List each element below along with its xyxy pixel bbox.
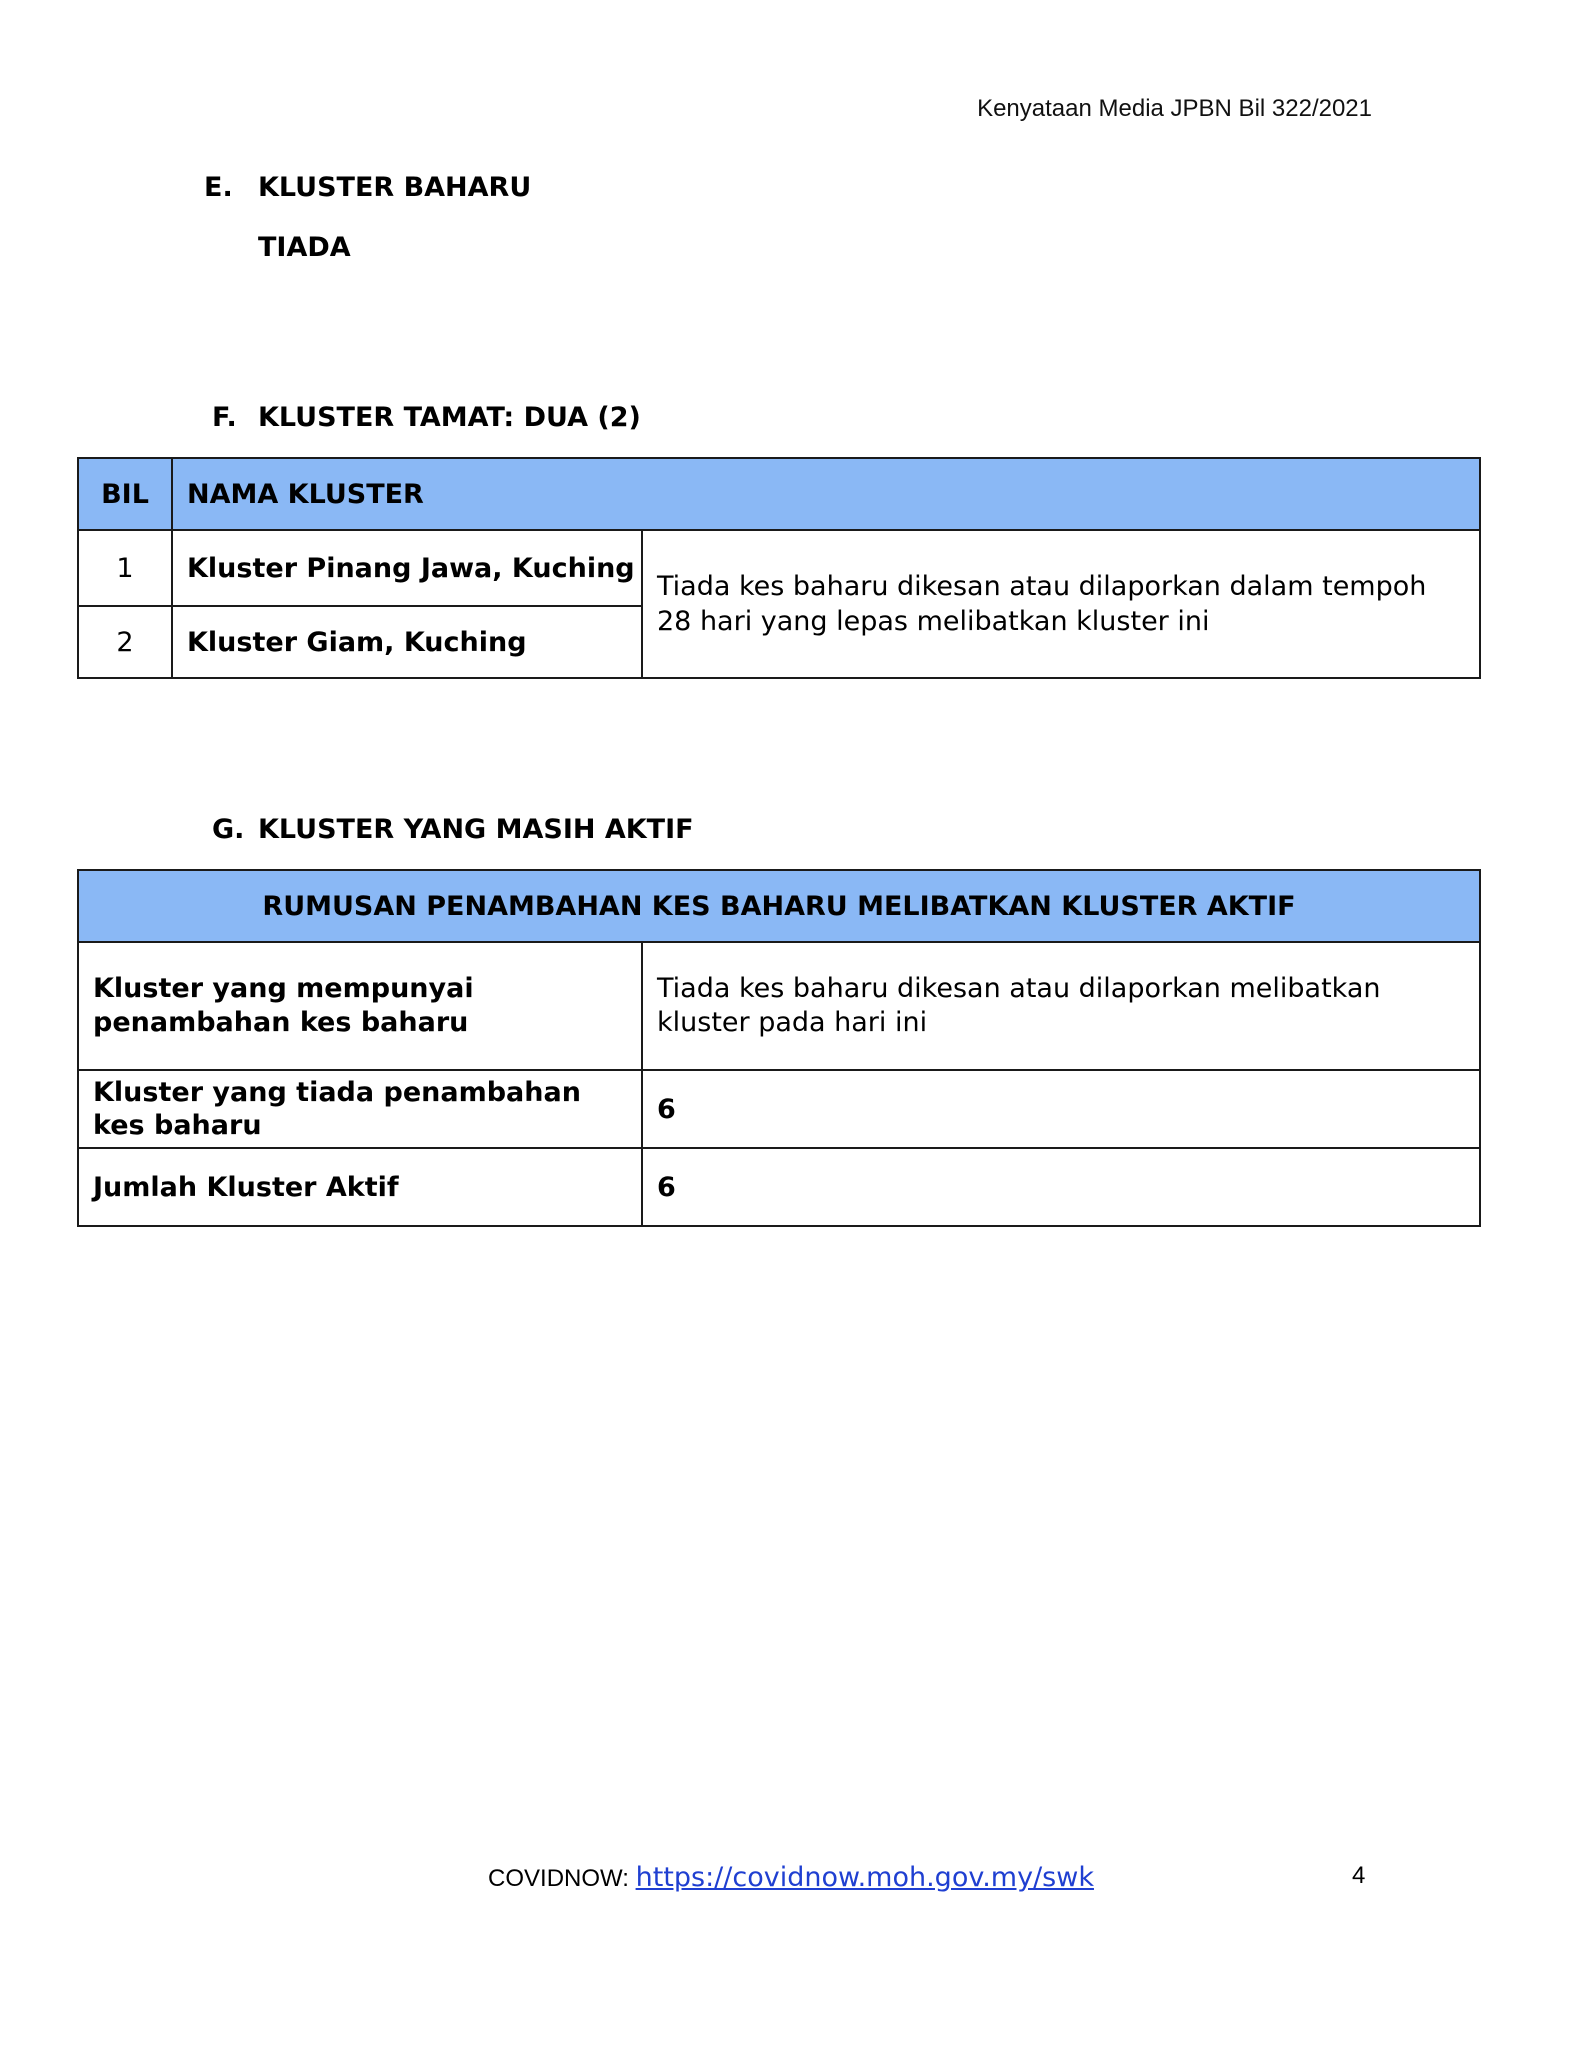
footer-prefix: COVIDNOW: bbox=[488, 1865, 636, 1892]
ended-clusters-table bbox=[77, 457, 1481, 679]
section-e-content: TIADA bbox=[258, 232, 351, 263]
section-g-letter: G. bbox=[212, 814, 245, 845]
summary-label: Jumlah Kluster Aktif bbox=[78, 1148, 642, 1226]
active-clusters-summary-table bbox=[77, 869, 1481, 1227]
table-row bbox=[78, 1148, 1480, 1226]
row-number: 2 bbox=[78, 606, 172, 678]
section-e-title: KLUSTER BAHARU bbox=[258, 172, 532, 203]
summary-value: 6 bbox=[642, 1148, 1480, 1226]
cluster-name: Kluster Giam, Kuching bbox=[172, 606, 642, 678]
section-g-heading bbox=[212, 814, 694, 845]
summary-value: 6 bbox=[642, 1070, 1480, 1148]
summary-table-heading: RUMUSAN PENAMBAHAN KES BAHARU MELIBATKAN KLUSTER AKTIF bbox=[78, 870, 1480, 942]
column-header-bil: BIL bbox=[78, 458, 172, 530]
page-number: 4 bbox=[1352, 1862, 1366, 1889]
summary-label: Kluster yang tiada penambahan kes baharu bbox=[78, 1070, 642, 1148]
column-header-nama-kluster: NAMA KLUSTER bbox=[172, 458, 1480, 530]
section-f-letter: F. bbox=[212, 402, 237, 433]
row-number: 1 bbox=[78, 530, 172, 606]
section-e-letter: E. bbox=[204, 172, 233, 203]
table-row bbox=[78, 530, 1480, 606]
table-row bbox=[78, 942, 1480, 1070]
cluster-name: Kluster Pinang Jawa, Kuching bbox=[172, 530, 642, 606]
table-row bbox=[78, 1070, 1480, 1148]
section-g-title: KLUSTER YANG MASIH AKTIF bbox=[258, 814, 694, 845]
ended-clusters-note: Tiada kes baharu dikesan atau dilaporkan dalam tempoh 28 hari yang lepas melibatkan kluster ini bbox=[642, 530, 1480, 678]
section-f-title: KLUSTER TAMAT: DUA (2) bbox=[258, 402, 641, 433]
section-f-heading bbox=[212, 402, 641, 433]
document-reference: Kenyataan Media JPBN Bil 322/2021 bbox=[977, 95, 1372, 122]
summary-label: Kluster yang mempunyai penambahan kes baharu bbox=[78, 942, 642, 1070]
covidnow-link[interactable]: https://covidnow.moh.gov.my/swk bbox=[635, 1862, 1094, 1893]
summary-value: Tiada kes baharu dikesan atau dilaporkan melibatkan kluster pada hari ini bbox=[642, 942, 1480, 1070]
footer bbox=[0, 1862, 1582, 1893]
section-e-heading bbox=[204, 172, 531, 203]
